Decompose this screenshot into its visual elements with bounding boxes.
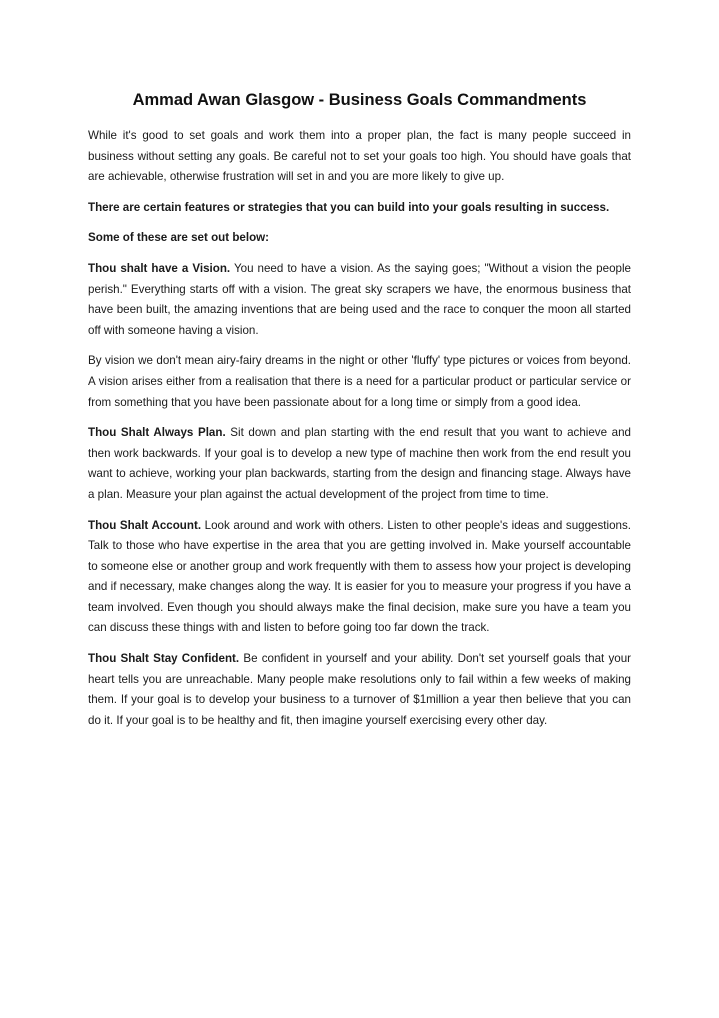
vision-text: You need to have a vision. As the saying goes; "Without a vision the people perish." Everything starts off with a vision. The great sky scrapers we have, the enormous business that have been built, the amazing inventions that are being used and the race to conquer the moon all started off with someone having a vision. — [88, 261, 631, 337]
account-paragraph — [88, 516, 631, 640]
vision-more-paragraph: By vision we don't mean airy-fairy dreams in the night or other 'fluffy' type pictures or voices from beyond. A vision arises either from a realisation that there is a need for a particular product or particular service or from something that you have been passionate about for a long time or simply from a good idea. — [88, 354, 631, 409]
document-title: Ammad Awan Glasgow - Business Goals Commandments — [132, 91, 587, 109]
vision-paragraph — [88, 259, 631, 341]
account-text: Look around and work with others. Listen to other people's ideas and suggestions. Talk to those who have expertise in the area that you are getting involved in. Make yourself accountable to someone else or another group and work frequently with them to assess how your project is developing and if necessary, make changes along the way. It is easier for you to measure your progress if you have a team involved. Even though you should always make the final decision, make sure you have a team you can discuss these things with and listen to before going too far down the track. — [88, 518, 632, 635]
document-body — [88, 89, 631, 741]
account-heading: Thou Shalt Account. — [88, 518, 202, 532]
confident-heading: Thou Shalt Stay Confident. — [88, 652, 240, 666]
features-paragraph: There are certain features or strategies that you can build into your goals resulting in success. — [88, 200, 610, 214]
plan-heading: Thou Shalt Always Plan. — [88, 426, 226, 440]
plan-text: Sit down and plan starting with the end result that you want to achieve and then work backwards. If your goal is to develop a new type of machine then work from the end result you want to achieve, working your plan backwards, starting from the design and financing stage. Always have a plan. Measure your plan against the actual development of the project from time to time. — [88, 426, 631, 501]
intro-paragraph: While it's good to set goals and work them into a proper plan, the fact is many people succeed in business without setting any goals. Be careful not to set your goals too high. You should have goals that are achievable, otherwise frustration will set in and you are more likely to give up. — [88, 129, 631, 184]
confident-paragraph — [88, 649, 631, 731]
confident-text: Be confident in yourself and your ability. Don't set yourself goals that your heart tells you are unreachable. Many people make resolutions only to fail within a few weeks of making them. If your goal is to develop your business to a turnover of $1million a year then believe that you can do it. If your goal is to be healthy and fit, then imagine yourself exercising every other day. — [88, 652, 632, 727]
plan-paragraph — [88, 423, 631, 505]
vision-heading: Thou shalt have a Vision. — [88, 261, 231, 275]
some-paragraph: Some of these are set out below: — [88, 231, 270, 245]
